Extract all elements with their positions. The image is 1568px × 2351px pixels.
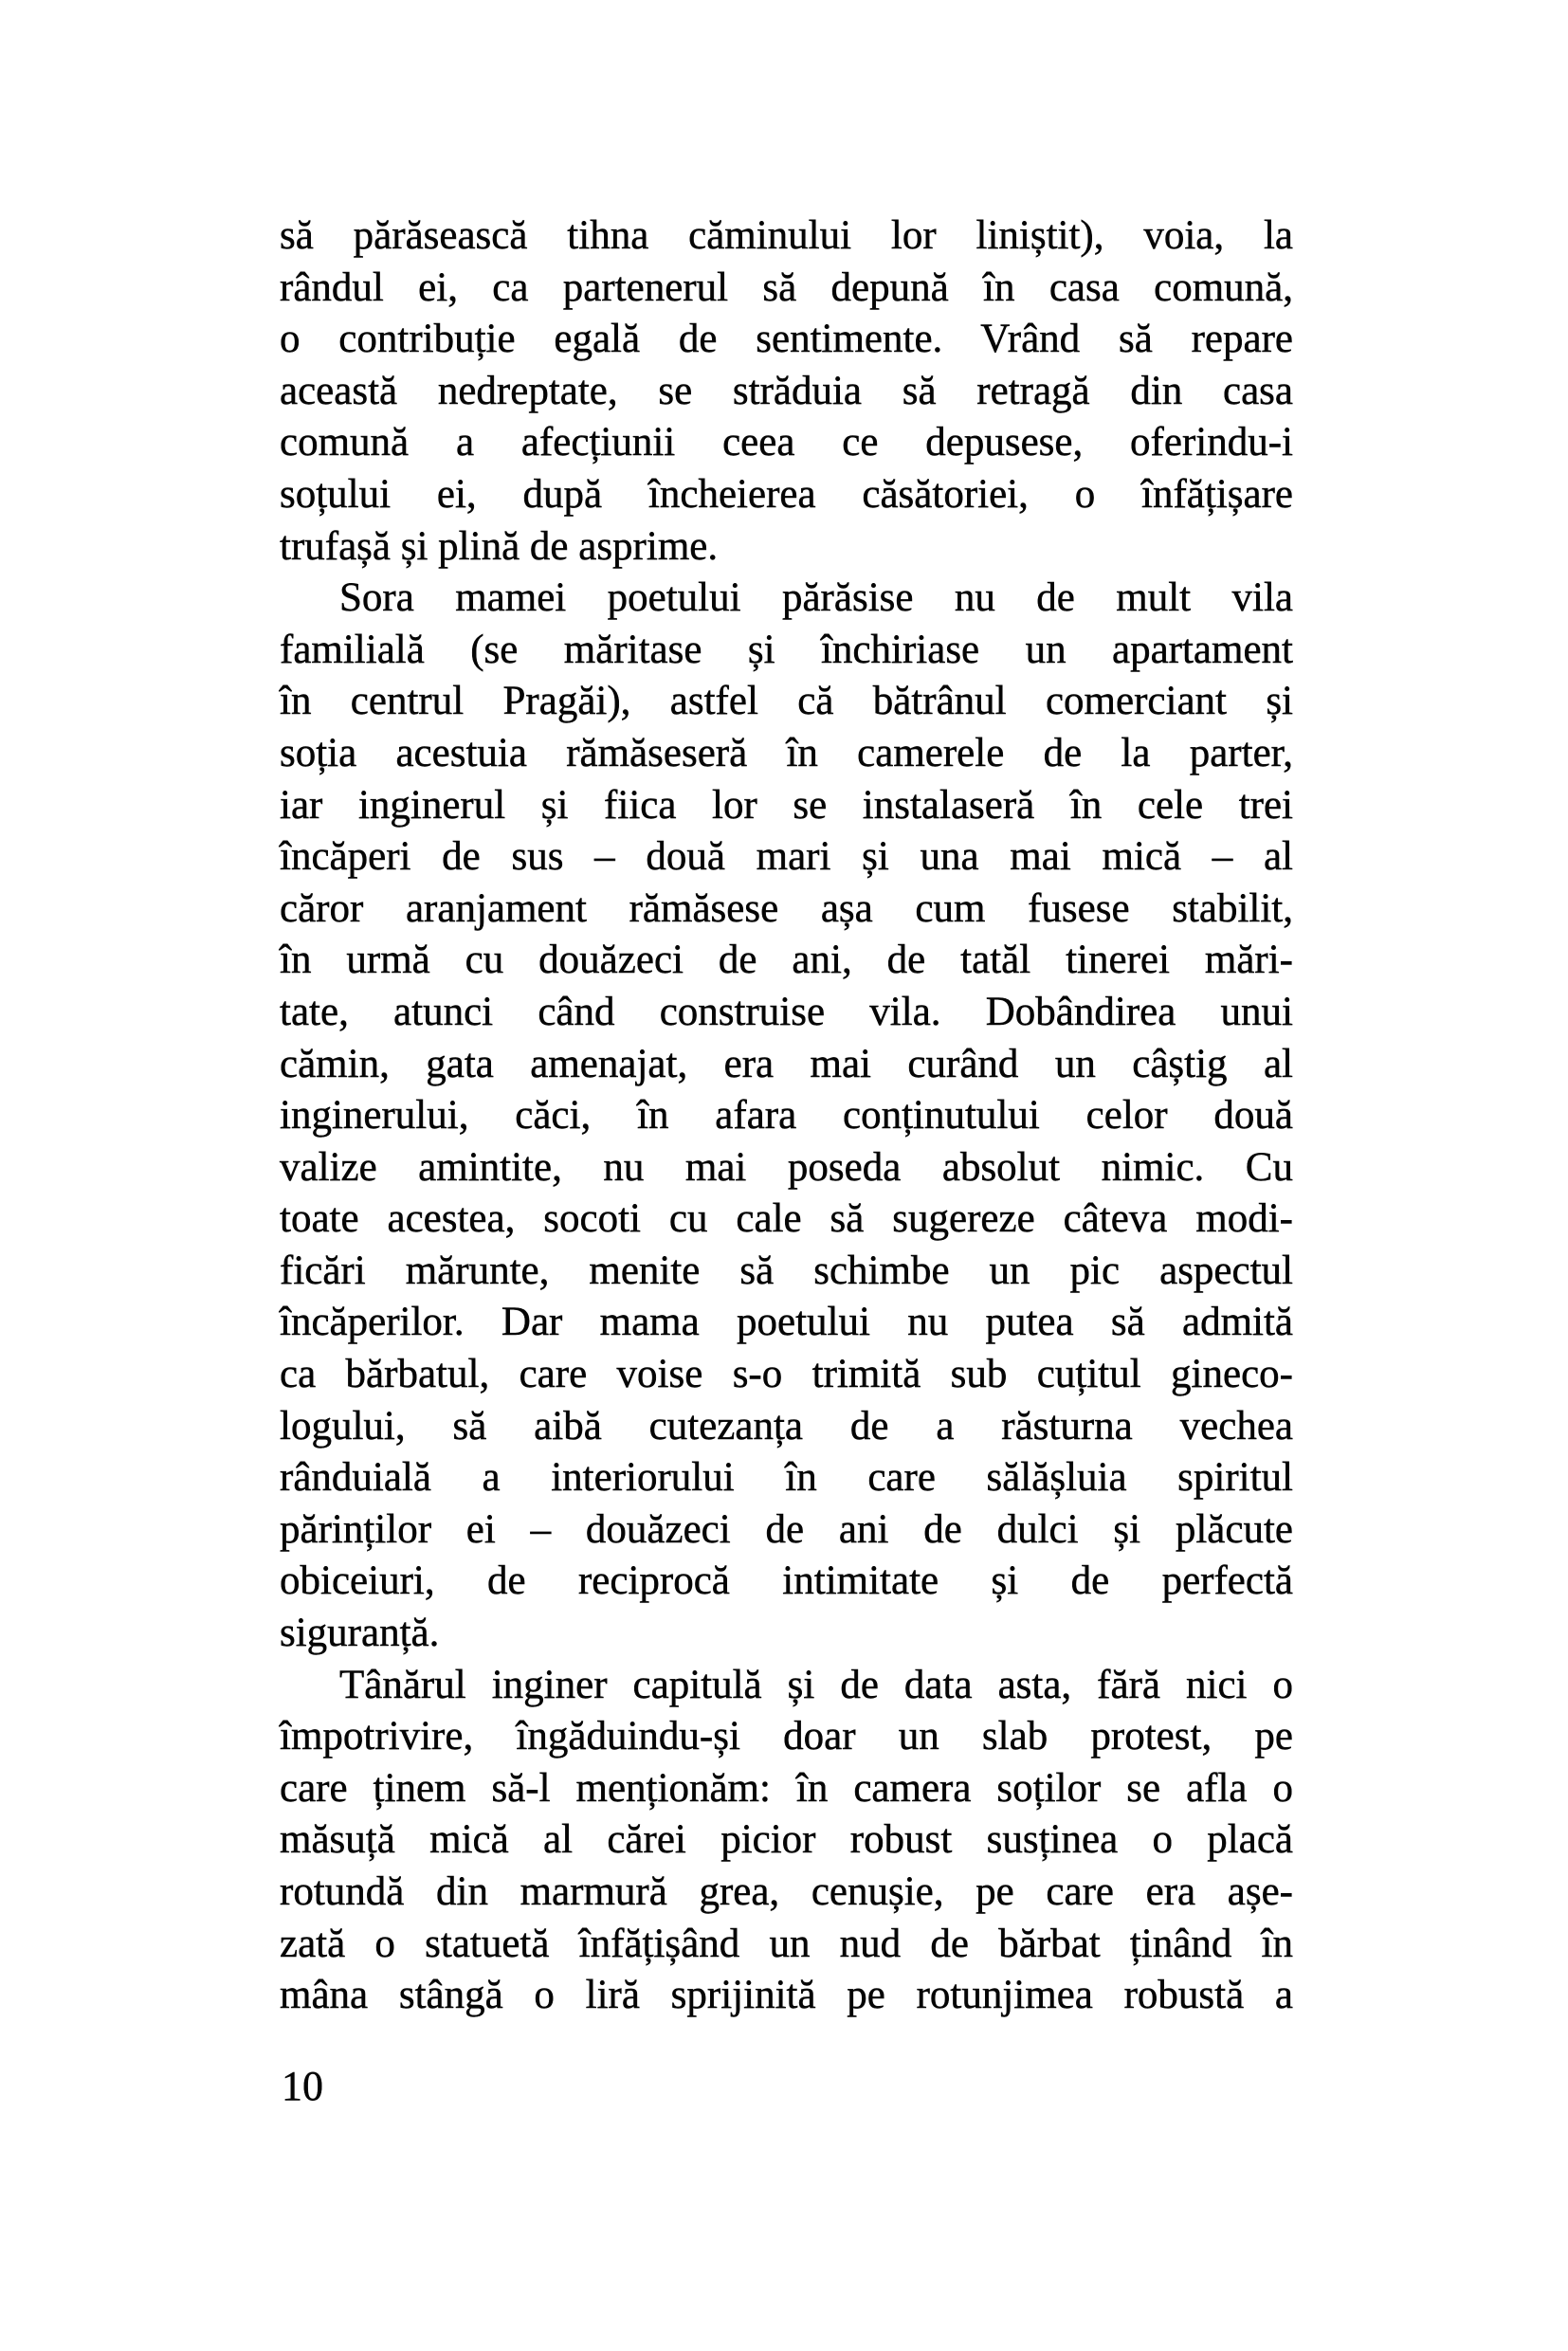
text-line: părinților ei – douăzeci de ani de dulci și plăcute <box>280 1506 1293 1552</box>
text-line: în centrul Pragăi), astfel că bătrânul comerciant și <box>280 679 1293 724</box>
text-line: iar inginerul și fiica lor se instalaseră în cele trei <box>280 782 1293 828</box>
text-block <box>280 210 1293 2022</box>
text-line: rotundă din marmură grea, cenușie, pe care era așe- <box>280 1869 1293 1914</box>
text-line: zată o statuetă înfățișând un nud de bărbat ținând în <box>280 1921 1293 1966</box>
text-line: împotrivire, îngăduindu-și doar un slab protest, pe <box>280 1714 1293 1759</box>
text-line: rânduială a interiorului în care sălășluia spiritul <box>280 1455 1293 1501</box>
text-line: trufașă și plină de asprime. <box>280 523 719 569</box>
text-line: ca bărbatul, care voise s-o trimită sub cuțitul gineco- <box>280 1352 1293 1397</box>
text-line: încăperi de sus – două mari și una mai mică – al <box>280 834 1293 880</box>
text-line: o contribuție egală de sentimente. Vrând să repare <box>280 317 1293 362</box>
text-line: mâna stângă o liră sprijinită pe rotunjimea robustă a <box>280 1973 1293 2018</box>
text-line: toate acestea, socoti cu cale să sugereze câteva modi- <box>280 1196 1293 1242</box>
text-line: rândul ei, ca partenerul să depună în casa comună, <box>280 264 1293 310</box>
text-line: căror aranjament rămăsese așa cum fusese stabilit, <box>280 885 1293 931</box>
text-line: care ținem să-l menționăm: în camera soților se afla o <box>280 1765 1293 1811</box>
text-line: tate, atunci când construise vila. Dobândirea unui <box>280 989 1293 1034</box>
text-line: siguranță. <box>280 1611 440 1656</box>
text-line: în urmă cu douăzeci de ani, de tatăl tinerei mări- <box>280 938 1293 983</box>
text-line: obiceiuri, de reciprocă intimitate și de perfectă <box>280 1558 1293 1604</box>
text-line: încăperilor. Dar mama poetului nu putea să admită <box>280 1300 1293 1345</box>
text-line: inginerului, căci, în afara conținutului celor două <box>280 1093 1293 1139</box>
text-line: cămin, gata amenajat, era mai curând un câștig al <box>280 1041 1293 1086</box>
text-line: această nedreptate, se străduia să retragă din casa <box>280 368 1293 413</box>
text-line: să părăsească tihna căminului lor liniștit), voia, la <box>280 213 1293 258</box>
text-line: măsuță mică al cărei picior robust susținea o placă <box>280 1817 1293 1863</box>
text-line: ficări mărunte, menite să schimbe un pic aspectul <box>280 1248 1293 1293</box>
text-line: Sora mamei poetului părăsise nu de mult vila <box>339 575 1293 621</box>
text-line: logului, să aibă cutezanța de a răsturna vechea <box>280 1403 1293 1449</box>
text-line: familială (se măritase și închiriase un apartament <box>280 627 1293 672</box>
text-line: valize amintite, nu mai poseda absolut nimic. Cu <box>280 1144 1293 1190</box>
page-number: 10 <box>282 2063 323 2109</box>
text-line: soția acestuia rămăseseră în camerele de la parter, <box>280 730 1293 775</box>
text-line: soțului ei, după încheierea căsătoriei, o înfățișare <box>280 471 1293 517</box>
text-line: comună a afecțiunii ceea ce depusese, oferindu-i <box>280 420 1293 465</box>
text-line: Tânărul inginer capitulă și de data asta, fără nici o <box>339 1662 1293 1707</box>
